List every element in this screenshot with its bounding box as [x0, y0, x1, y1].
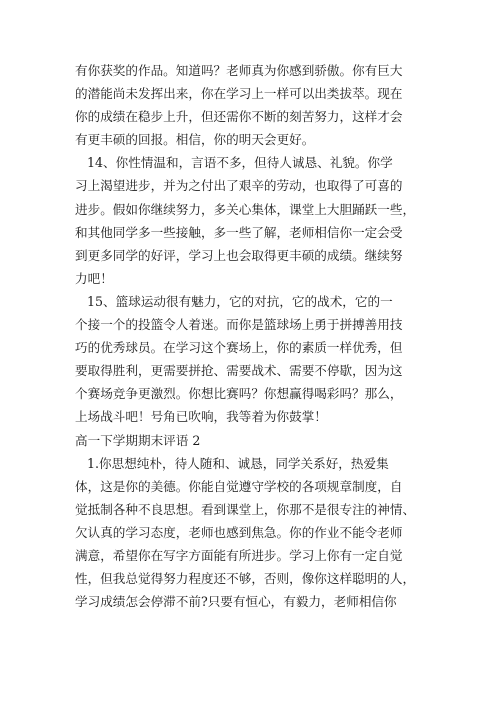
text-line: 觉抵制各种不良思想。看到课堂上，你那不是很专注的神情、: [75, 501, 416, 517]
paragraph-comment-15: [75, 290, 437, 429]
text-line: 上场战斗吧！号角已吹响，我等着为你鼓掌！: [75, 409, 327, 425]
text-line: 1.你思想纯朴，待人随和、诚恳，同学关系好，热爱集: [87, 455, 389, 471]
text-line: 满意，希望你在写字方面能有所进步。学习上你有一定自觉: [75, 547, 403, 563]
text-line: 性，但我总觉得努力程度还不够，否则，像你这样聪明的人，: [75, 571, 416, 587]
text-line: 欠认真的学习态度，老师也感到焦急。你的作业不能令老师: [75, 524, 403, 540]
text-line: 巧的优秀球员。在学习这个赛场上，你的素质一样优秀，但: [75, 340, 403, 356]
text-line: 15、篮球运动很有魅力，它的对抗，它的战术，它的一: [87, 293, 393, 309]
text-line: 体，这是你的美德。你能自觉遵守学校的各项规章制度，自: [75, 478, 403, 494]
text-line: 有你获奖的作品。知道吗？老师真为你感到骄傲。你有巨大: [75, 63, 403, 78]
document-body: [75, 59, 437, 613]
text-line: 有更丰硕的回报。相信，你的明天会更好。: [75, 132, 315, 148]
text-line: 进步。假如你继续努力，多关心集体，课堂上大胆踊跃一些，: [75, 201, 416, 217]
text-line: 和其他同学多一些接触，多一些了解，老师相信你一定会受: [75, 224, 403, 240]
text-line: 个赛场竞争更激烈。你想比赛吗？你想赢得喝彩吗？那么，: [75, 386, 403, 402]
section-heading: [75, 429, 437, 452]
paragraph-comment-14: [75, 151, 437, 290]
paragraph-comment-1: [75, 452, 437, 614]
text-line: 的潜能尚未发挥出来，你在学习上一样可以出类拔萃。现在: [75, 86, 403, 102]
text-line: 力吧！: [75, 270, 113, 286]
text-line: 到更多同学的好评，学习上也会取得更丰硕的成绩。继续努: [75, 247, 403, 263]
text-line: 14、你性情温和，言语不多，但待人诚恳、礼貌。你学: [87, 155, 393, 171]
text-line: 习上渴望进步，并为之付出了艰辛的劳动，也取得了可喜的: [75, 178, 403, 194]
heading-line: 高一下学期期末评语 2: [75, 432, 201, 448]
text-line: 学习成绩怎会停滞不前?只要有恒心，有毅力，老师相信你: [75, 594, 397, 610]
text-line: 个接一个的投篮令人着迷。而你是篮球场上勇于拼搏善用技: [75, 317, 403, 333]
text-line: 要取得胜利，更需要拼抢、需要战术、需要不停歇，因为这: [75, 363, 403, 379]
paragraph-continuation: [75, 59, 437, 151]
text-line: 你的成绩在稳步上升，但还需你不断的刻苦努力，这样才会: [75, 109, 403, 125]
